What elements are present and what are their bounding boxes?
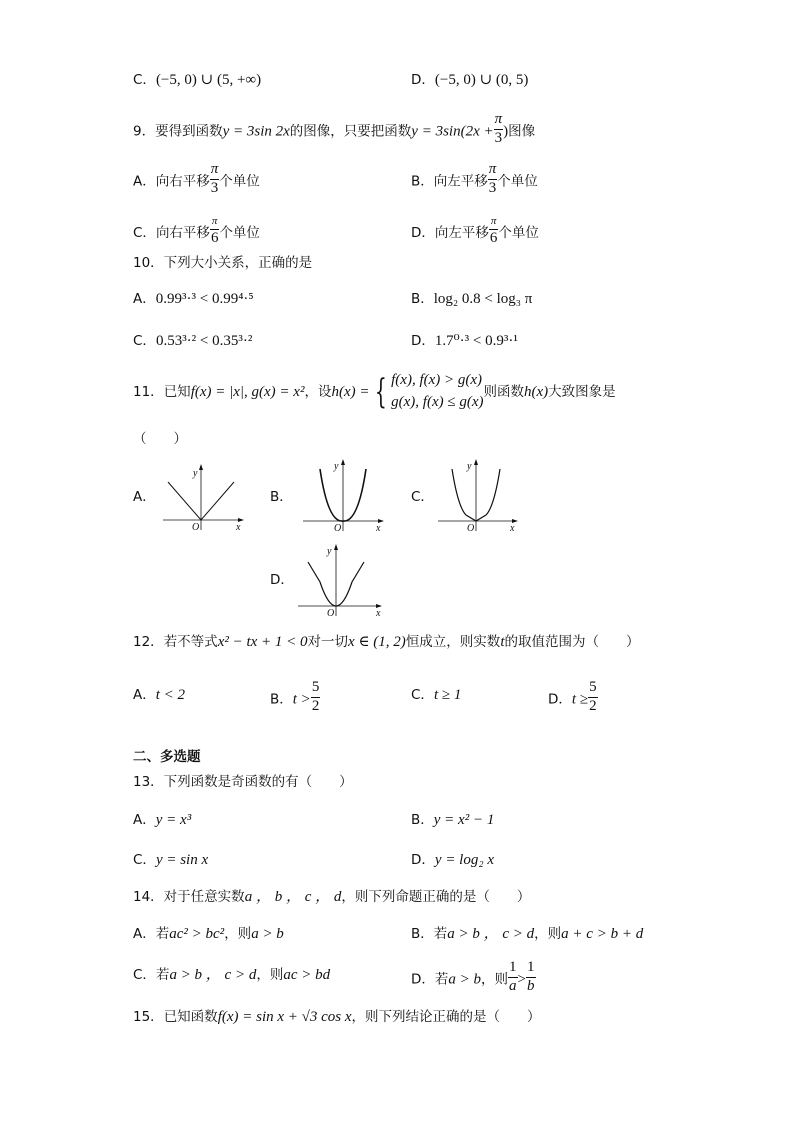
- y-axis-arrow: [341, 459, 345, 465]
- q14-option-b: [411, 927, 643, 942]
- option-label: C．: [133, 852, 156, 868]
- q11-option-c-label: C．: [411, 489, 434, 505]
- q11-option-d-label: D．: [270, 572, 294, 588]
- numerator: π: [494, 112, 504, 130]
- option-text: ，则: [481, 971, 509, 988]
- question-number: 9．: [133, 123, 156, 140]
- graph-b-parabola: [298, 457, 388, 533]
- question-text: 恒成立，则实数: [405, 634, 501, 650]
- denominator: 3: [210, 179, 219, 196]
- q14-option-d: [411, 959, 536, 997]
- numerator: 1: [526, 960, 536, 978]
- option-label: D．: [548, 691, 572, 708]
- y-label: y: [327, 546, 332, 557]
- numerator: π: [210, 162, 220, 180]
- y-axis-arrow: [199, 464, 203, 470]
- formula: ac² > bc²: [169, 926, 225, 942]
- fraction: [311, 680, 321, 715]
- origin-label: O: [467, 523, 475, 533]
- q10-stem: 10．下列大小关系，正确的是: [133, 255, 313, 271]
- fraction: [508, 960, 518, 995]
- question-text: ，设: [304, 383, 332, 400]
- formula: a > b: [448, 971, 482, 988]
- x-label: x: [236, 522, 241, 532]
- formula: ): [503, 123, 509, 140]
- section-heading: 二、多选题: [133, 749, 201, 765]
- q12-option-a: [133, 688, 185, 703]
- option-formula: t >: [292, 691, 311, 708]
- option-text: ，则: [534, 926, 562, 942]
- q9-stem: [133, 111, 536, 149]
- question-text: ，则下列命题正确的是（ ）: [341, 889, 531, 905]
- graph-d-mixed-shape: [296, 542, 391, 618]
- option-label: D．: [411, 225, 435, 242]
- formula: a > b ， c > d: [169, 967, 257, 983]
- q9-option-a: [133, 161, 260, 199]
- question-text: 图像: [508, 123, 536, 140]
- option-label: A．: [133, 926, 156, 942]
- option-label: B．: [411, 812, 434, 828]
- option-text: 向右平移: [155, 225, 210, 242]
- option-text: ，则: [256, 967, 284, 983]
- question-text: 大致图象是: [548, 383, 616, 400]
- option-label: C．: [133, 967, 156, 983]
- numerator: π: [488, 162, 498, 180]
- option-label: D．: [411, 971, 435, 988]
- q15-stem: [133, 1010, 541, 1025]
- q11-option-b-label: B．: [270, 489, 293, 505]
- formula: a > b ， c > d: [447, 926, 535, 942]
- question-text: 对一切: [307, 634, 349, 650]
- q14-option-a: [133, 927, 284, 942]
- option-formula: log₂ 0.8 < log₃ π: [433, 291, 533, 307]
- option-formula: (−5, 0) ∪ (5, +∞): [155, 72, 262, 88]
- question-number: 11．: [133, 383, 164, 400]
- denominator: 6: [210, 229, 219, 246]
- formula: t: [500, 634, 505, 650]
- q10-option-a: [133, 292, 254, 307]
- y-axis-arrow: [474, 459, 478, 465]
- question-number: 12．: [133, 634, 164, 650]
- option-label: A．: [133, 173, 156, 190]
- q11-answer-paren: （ ）: [133, 431, 187, 447]
- formula: ac > bd: [283, 967, 331, 983]
- question-text: 已知函数: [163, 1009, 218, 1025]
- option-formula: 0.53³·² < 0.35³·²: [155, 333, 253, 349]
- q10-option-d: [411, 334, 518, 349]
- option-text: 个单位: [498, 225, 539, 242]
- option-label: C．: [133, 72, 156, 88]
- option-label: A．: [133, 687, 156, 703]
- numerator: 1: [508, 960, 518, 978]
- q12-option-d: [548, 679, 598, 717]
- option-label: C．: [411, 687, 434, 703]
- origin-label: O: [334, 523, 342, 533]
- option-formula: y = x² − 1: [433, 812, 495, 828]
- q8-option-d: [411, 73, 528, 88]
- option-text: 向右平移: [155, 173, 210, 190]
- q12-option-c: [411, 688, 461, 703]
- option-formula: t ≥: [571, 691, 589, 708]
- fraction: [494, 112, 504, 147]
- option-text: 个单位: [497, 173, 538, 190]
- fraction: [488, 162, 498, 197]
- option-text: 若: [434, 971, 449, 988]
- piecewise-cases: [391, 370, 483, 414]
- denominator: 2: [311, 697, 320, 714]
- y-label: y: [193, 468, 198, 479]
- q12-option-b: [270, 679, 320, 717]
- q14-option-c: [133, 968, 330, 983]
- option-label: B．: [411, 926, 434, 942]
- formula: x ∈ (1, 2): [348, 634, 406, 650]
- q11-stem: [133, 370, 616, 414]
- formula: a ， b ， c ， d: [244, 889, 342, 905]
- option-text: 向左平移: [433, 173, 488, 190]
- q12-stem: [133, 635, 639, 650]
- option-label: A．: [133, 291, 156, 307]
- fraction: [526, 960, 536, 995]
- y-label: y: [467, 461, 472, 472]
- q9-option-c: [133, 215, 260, 248]
- q9-option-d: [411, 215, 539, 248]
- numerator: 5: [588, 680, 598, 698]
- case-2: g(x), f(x) ≤ g(x): [391, 393, 484, 410]
- origin-label: O: [192, 522, 200, 532]
- q14-stem: [133, 890, 530, 905]
- formula: a > b: [251, 926, 284, 942]
- option-formula: y = log₂ x: [434, 852, 494, 868]
- denominator: 6: [489, 229, 498, 246]
- option-text: ，则: [224, 926, 252, 942]
- option-label: D．: [411, 72, 435, 88]
- option-formula: y = x³: [155, 812, 192, 828]
- denominator: 2: [589, 697, 597, 714]
- option-label: C．: [133, 225, 156, 242]
- denominator: 3: [494, 129, 503, 146]
- option-text: 若: [433, 926, 448, 942]
- q13-option-c: [133, 853, 208, 868]
- option-formula: t < 2: [155, 687, 186, 703]
- option-formula: t ≥ 1: [433, 687, 462, 703]
- x-label: x: [376, 523, 381, 533]
- q13-stem: 13．下列函数是奇函数的有（ ）: [133, 774, 353, 790]
- option-text: 个单位: [219, 225, 260, 242]
- option-text: 向左平移: [434, 225, 489, 242]
- option-label: B．: [270, 691, 293, 708]
- option-label: D．: [411, 852, 435, 868]
- option-formula: 0.99³·³ < 0.99⁴·⁵: [155, 291, 254, 307]
- option-text: 若: [155, 926, 170, 942]
- fraction: [489, 216, 499, 246]
- fraction: [210, 162, 220, 197]
- x-label: x: [376, 608, 381, 618]
- question-text: 14．对于任意实数: [133, 889, 245, 905]
- brace-symbol: {: [374, 371, 387, 412]
- fraction: [210, 216, 220, 246]
- formula: a + c > b + d: [561, 926, 644, 942]
- option-text: 个单位: [219, 173, 260, 190]
- x-label: x: [510, 523, 515, 533]
- numerator: 5: [311, 680, 321, 698]
- graph-a-v-shape: [158, 462, 248, 532]
- formula: y = 3sin(2x +: [411, 123, 494, 140]
- y-label: y: [334, 461, 339, 472]
- case-1: f(x), f(x) > g(x): [391, 372, 483, 388]
- denominator: b: [527, 977, 535, 994]
- formula: h(x) =: [331, 383, 370, 400]
- denominator: 3: [488, 179, 497, 196]
- option-formula: (−5, 0) ∪ (0, 5): [434, 72, 529, 88]
- q13-option-b: [411, 813, 494, 828]
- question-text: 已知: [163, 383, 191, 400]
- question-text: 则函数: [483, 383, 524, 400]
- option-formula: 1.7⁰·³ < 0.9³·¹: [434, 333, 518, 349]
- option-label: D．: [411, 333, 435, 349]
- operator: >: [517, 971, 526, 988]
- option-label: C．: [133, 333, 156, 349]
- y-axis-arrow: [334, 544, 338, 550]
- formula: f(x) = |x|, g(x) = x²: [190, 383, 305, 400]
- numerator: π: [489, 216, 499, 230]
- formula: f(x) = sin x + √3 cos x: [217, 1009, 352, 1025]
- option-label: A．: [133, 812, 156, 828]
- question-number: 15．: [133, 1009, 164, 1025]
- graph-c-parabola-flat-bottom: [436, 457, 526, 533]
- question-text: 要得到函数: [155, 123, 223, 140]
- formula: h(x): [523, 383, 549, 400]
- question-text: 的取值范围为（ ）: [504, 634, 640, 650]
- denominator: a: [509, 977, 517, 994]
- q8-option-c: [133, 73, 261, 88]
- option-label: B．: [411, 173, 434, 190]
- question-text: 若不等式: [163, 634, 218, 650]
- q10-option-c: [133, 334, 252, 349]
- fraction: [588, 680, 598, 715]
- origin-label: O: [327, 608, 335, 618]
- question-text: ，则下列结论正确的是（ ）: [351, 1009, 541, 1025]
- question-text: 的图像，只要把函数: [289, 123, 412, 140]
- formula: x² − tx + 1 < 0: [217, 634, 308, 650]
- formula: y = 3sin 2x: [222, 123, 290, 140]
- q10-option-b: [411, 292, 532, 307]
- q13-option-d: [411, 853, 494, 868]
- option-text: 若: [155, 967, 170, 983]
- option-formula: y = sin x: [155, 852, 209, 868]
- option-label: B．: [411, 291, 434, 307]
- q11-option-a-label: A．: [133, 489, 156, 505]
- q13-option-a: [133, 813, 191, 828]
- numerator: π: [210, 216, 220, 230]
- q9-option-b: [411, 161, 538, 199]
